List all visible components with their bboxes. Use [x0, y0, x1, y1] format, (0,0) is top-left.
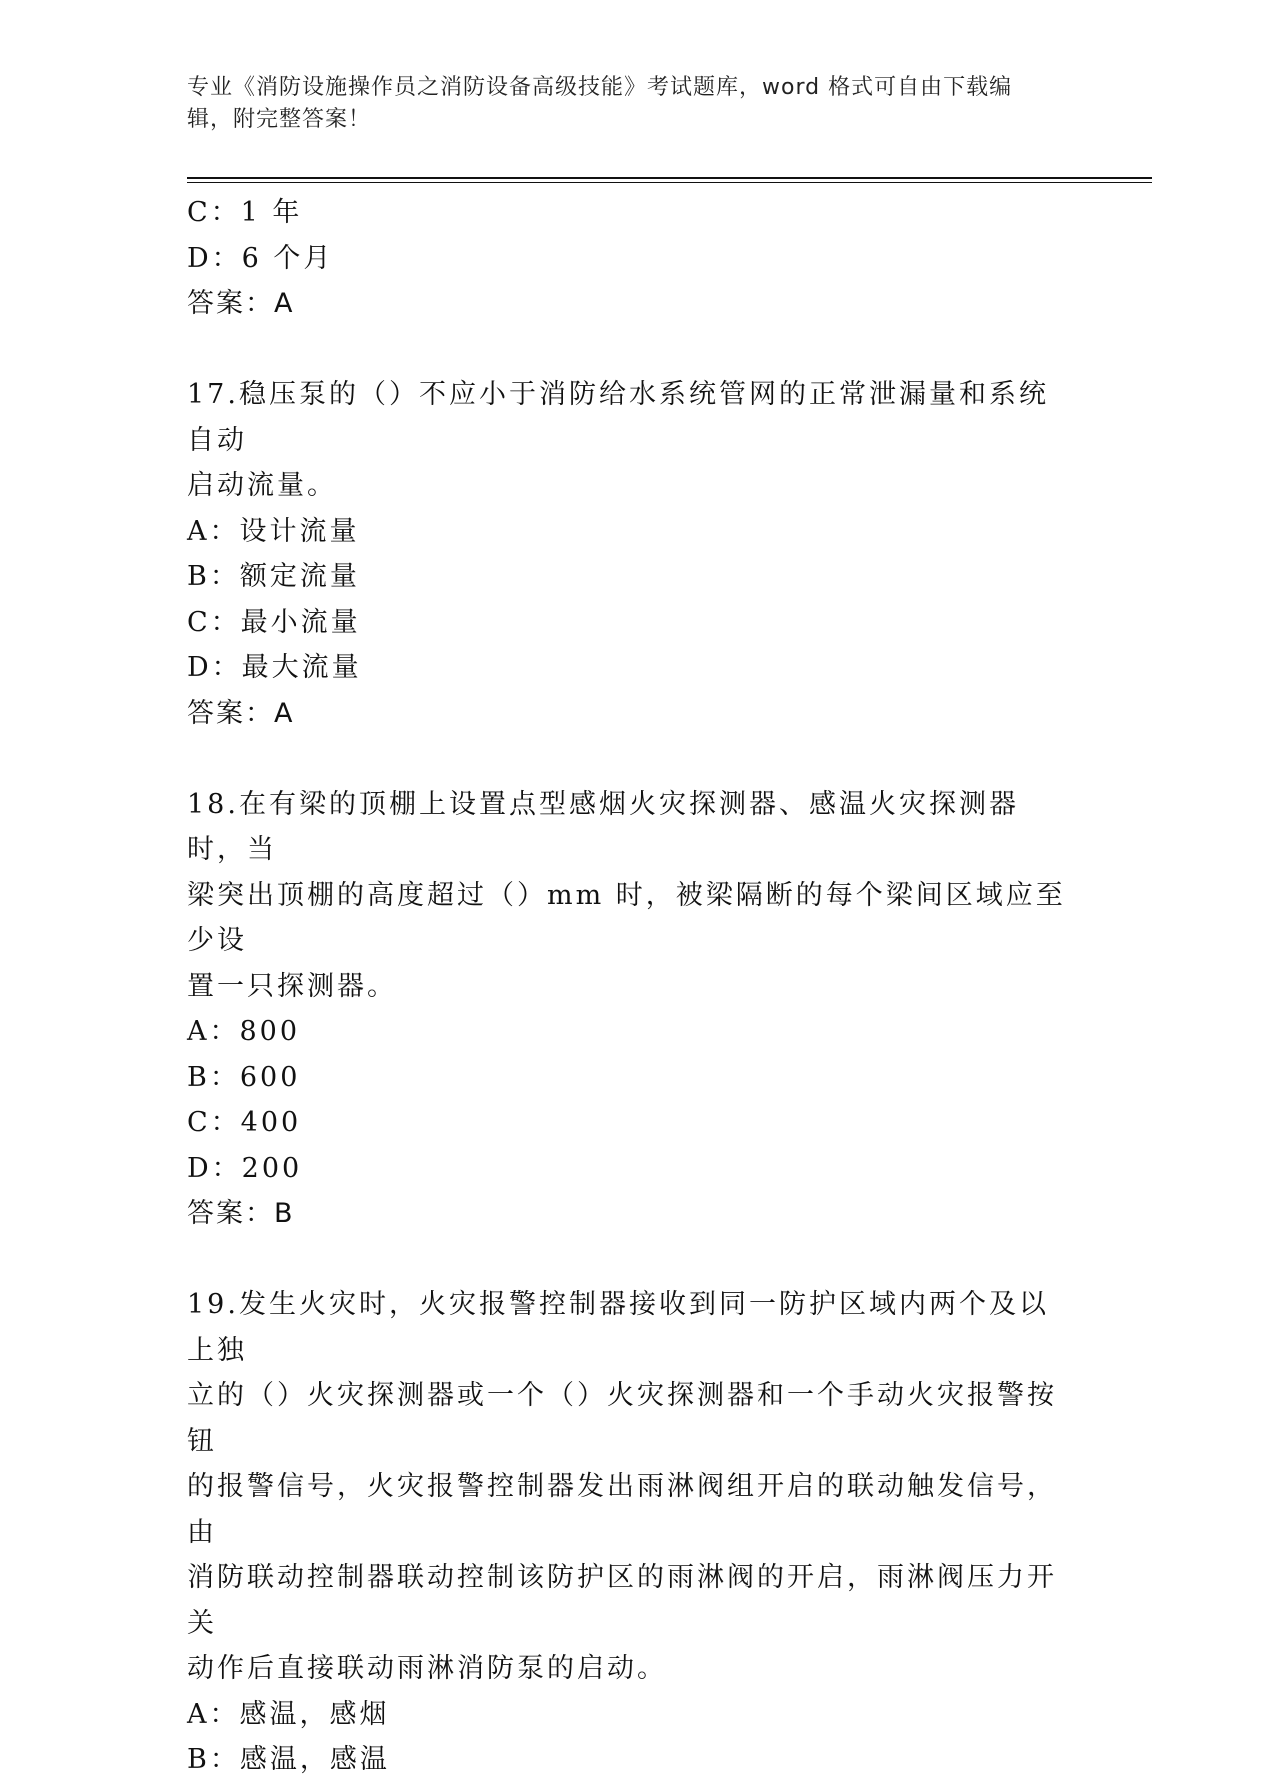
option-d: D：6 个月	[187, 242, 334, 274]
question-16-tail	[187, 190, 1077, 327]
option-b: B：感温，感温	[187, 1744, 390, 1775]
answer-line: 答案：B	[187, 1198, 295, 1229]
question-stem-line: 消防联动控制器联动控制该防护区的雨淋阀的开启，雨淋阀压力开关	[187, 1562, 1057, 1639]
option-a: A：800	[187, 1016, 301, 1047]
answer-line: 答案：A	[187, 288, 295, 319]
spacer	[187, 736, 1077, 782]
question-17	[187, 372, 1077, 736]
question-stem-line: 动作后直接联动雨淋消防泵的启动。	[187, 1653, 667, 1684]
header-title-line-2: 辑，附完整答案！	[187, 107, 372, 132]
option-d: D：200	[187, 1152, 303, 1184]
question-18	[187, 782, 1077, 1237]
option-b: B：额定流量	[187, 561, 360, 592]
question-stem-line: 立的（）火灾探测器或一个（）火灾探测器和一个手动火灾报警按钮	[187, 1380, 1057, 1457]
spacer	[187, 327, 1077, 373]
option-c: C：最小流量	[187, 606, 361, 638]
question-list	[187, 190, 1077, 1783]
spacer	[187, 1237, 1077, 1283]
option-d: D：最大流量	[187, 652, 362, 683]
header-divider-thin	[187, 182, 1152, 183]
header-title-line-1: 专业《消防设施操作员之消防设备高级技能》考试题库，word 格式可自由下载编	[187, 75, 1013, 100]
option-a: A：设计流量	[187, 515, 360, 547]
question-stem-line: 启动流量。	[187, 470, 337, 501]
option-a: A：感温，感烟	[187, 1698, 390, 1730]
header-divider-thick	[187, 177, 1152, 179]
option-c: C：1 年	[187, 197, 303, 228]
question-stem-line: 梁突出顶棚的高度超过（）mm 时，被梁隔断的每个梁间区域应至少设	[187, 879, 1066, 956]
question-stem-line: 置一只探测器。	[187, 970, 397, 1002]
option-b: B：600	[187, 1061, 301, 1093]
option-c: C：400	[187, 1107, 302, 1138]
answer-line: 答案：A	[187, 697, 295, 729]
question-19	[187, 1282, 1077, 1783]
question-stem-line: 的报警信号，火灾报警控制器发出雨淋阀组开启的联动触发信号，由	[187, 1471, 1057, 1548]
document-header	[187, 72, 1067, 136]
question-stem-line: 18.在有梁的顶棚上设置点型感烟火灾探测器、感温火灾探测器时，当	[187, 788, 1019, 865]
question-stem-line: 19.发生火灾时，火灾报警控制器接收到同一防护区域内两个及以上独	[187, 1289, 1049, 1366]
question-stem-line: 17.稳压泵的（）不应小于消防给水系统管网的正常泄漏量和系统自动	[187, 379, 1049, 456]
